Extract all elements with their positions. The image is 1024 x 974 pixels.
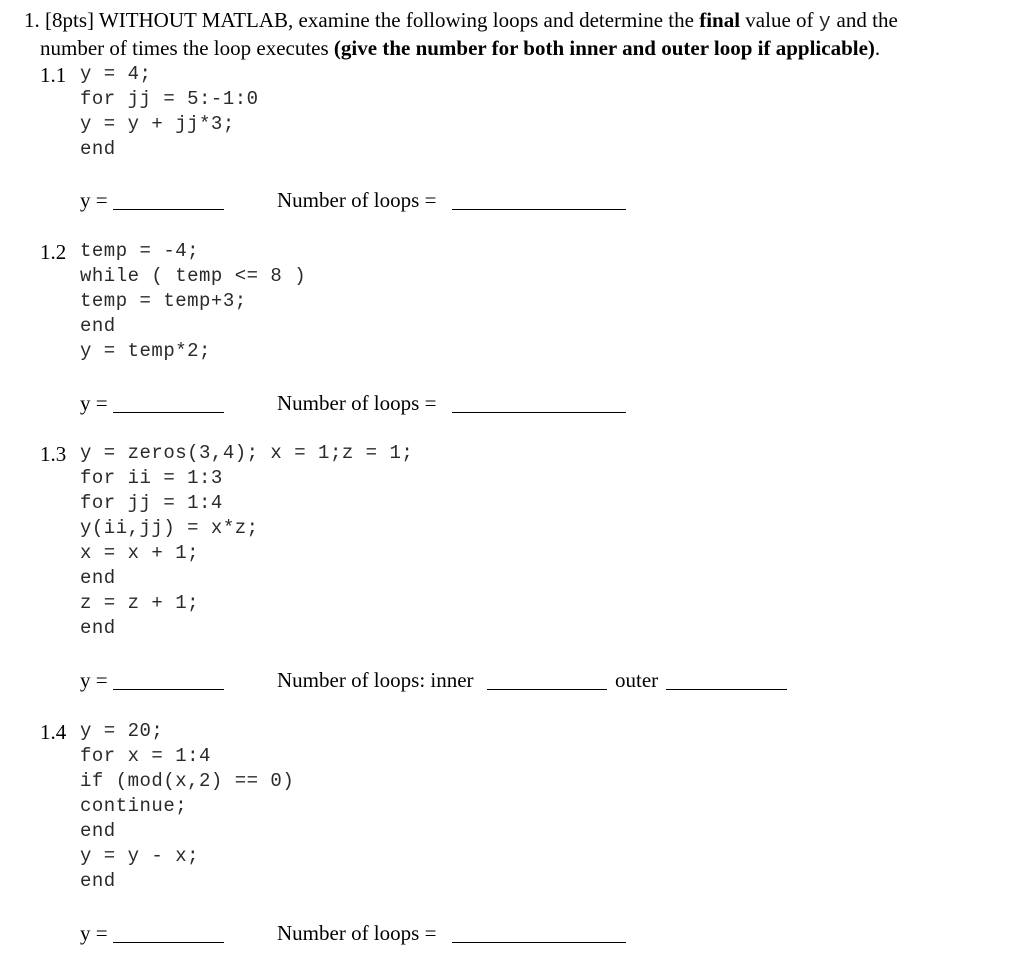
code-line: y = 20; bbox=[80, 720, 164, 742]
code-line: end bbox=[80, 870, 116, 892]
code-line: end bbox=[80, 138, 116, 160]
code-line: y(ii,jj) = x*z; bbox=[80, 517, 259, 539]
question-text-1c: and the bbox=[831, 8, 898, 32]
inner-loops-label: Number of loops: inner bbox=[277, 668, 474, 692]
loops-answer-blank[interactable] bbox=[452, 412, 626, 413]
question-bold-instruction: (give the number for both inner and outer loop if applicable) bbox=[333, 36, 875, 60]
question-var-y: y bbox=[818, 11, 832, 34]
inner-loops-blank[interactable] bbox=[487, 689, 607, 690]
loops-answer-blank[interactable] bbox=[452, 209, 626, 210]
y-answer-label: y = bbox=[80, 188, 108, 212]
code-line: temp = temp+3; bbox=[80, 290, 247, 312]
loops-answer-label: Number of loops = bbox=[277, 391, 437, 415]
question-line-2 bbox=[40, 38, 880, 59]
code-line: y = 4; bbox=[80, 63, 152, 85]
code-line: y = y + jj*3; bbox=[80, 113, 235, 135]
code-line: while ( temp <= 8 ) bbox=[80, 265, 307, 287]
final-word: final bbox=[699, 8, 741, 32]
question-text-2a: number of times the loop executes bbox=[40, 36, 334, 60]
loops-answer-label: Number of loops = bbox=[277, 188, 437, 212]
code-line: end bbox=[80, 567, 116, 589]
y-answer-blank[interactable] bbox=[113, 942, 224, 943]
code-line: y = y - x; bbox=[80, 845, 200, 867]
question-text-2end: . bbox=[874, 36, 881, 60]
code-line: end bbox=[80, 315, 116, 337]
code-line: continue; bbox=[80, 795, 188, 817]
question-line-1 bbox=[24, 10, 898, 33]
question-text-1a: WITHOUT MATLAB, examine the following loops and determine the bbox=[98, 8, 700, 32]
code-line: y = zeros(3,4); x = 1;z = 1; bbox=[80, 442, 414, 464]
outer-loops-label: outer bbox=[615, 668, 659, 692]
code-line: end bbox=[80, 820, 116, 842]
code-line: for ii = 1:3 bbox=[80, 467, 223, 489]
code-line: x = x + 1; bbox=[80, 542, 200, 564]
y-answer-blank[interactable] bbox=[113, 689, 224, 690]
question-number: 1. bbox=[24, 8, 40, 32]
loops-answer-label: Number of loops = bbox=[277, 921, 437, 945]
code-line: for x = 1:4 bbox=[80, 745, 211, 767]
y-answer-label: y = bbox=[80, 921, 108, 945]
part-label: 1.2 bbox=[40, 240, 67, 264]
y-answer-label: y = bbox=[80, 668, 108, 692]
y-answer-label: y = bbox=[80, 391, 108, 415]
y-answer-blank[interactable] bbox=[113, 412, 224, 413]
part-label: 1.4 bbox=[40, 720, 67, 744]
part-label: 1.1 bbox=[40, 63, 67, 87]
code-line: end bbox=[80, 617, 116, 639]
question-text-1b: value of bbox=[740, 8, 819, 32]
part-label: 1.3 bbox=[40, 442, 67, 466]
loops-answer-blank[interactable] bbox=[452, 942, 626, 943]
code-line: for jj = 1:4 bbox=[80, 492, 223, 514]
code-line: y = temp*2; bbox=[80, 340, 211, 362]
code-line: z = z + 1; bbox=[80, 592, 200, 614]
outer-loops-blank[interactable] bbox=[666, 689, 787, 690]
y-answer-blank[interactable] bbox=[113, 209, 224, 210]
code-line: if (mod(x,2) == 0) bbox=[80, 770, 295, 792]
question-points: [8pts] bbox=[45, 8, 94, 32]
code-line: temp = -4; bbox=[80, 240, 200, 262]
code-line: for jj = 5:-1:0 bbox=[80, 88, 259, 110]
